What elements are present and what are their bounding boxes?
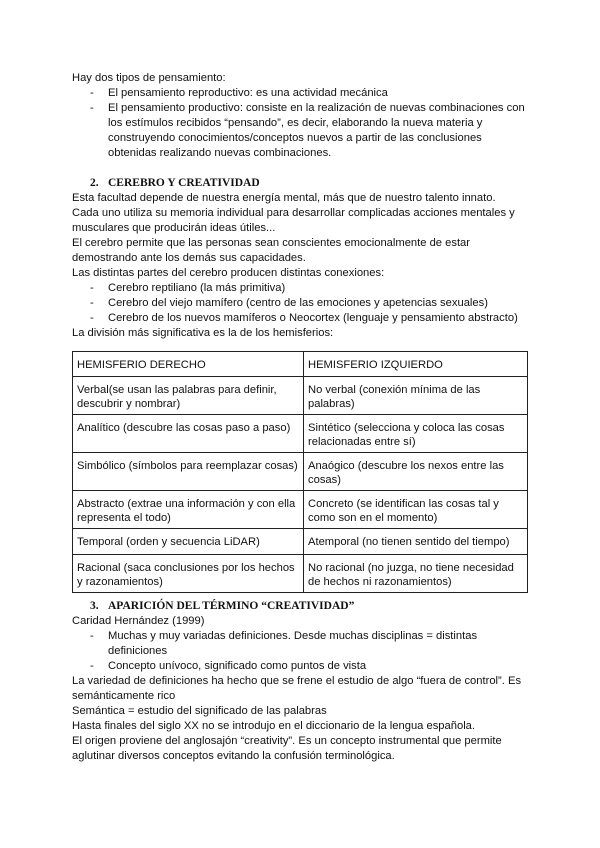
brain-parts-list <box>72 281 532 326</box>
table-cell: No racional (no juzga, no tiene necesidad de hechos ni razonamientos) <box>304 555 528 593</box>
header-cell: HEMISFERIO IZQUIERDO <box>304 352 528 377</box>
paragraph: Semántica = estudio del significado de las palabras <box>72 705 327 717</box>
section-heading-cerebro: 2. CEREBRO Y CREATIVIDAD <box>90 177 260 189</box>
table-cell: No verbal (conexión mínima de las palabras) <box>304 377 528 415</box>
section-heading-creatividad: 3. APARICIÓN DEL TÉRMINO “CREATIVIDAD” <box>90 600 355 612</box>
paragraph: La variedad de definiciones ha hecho que se frene el estudio de algo “fuera de control”. Es semánticamente rico <box>72 675 522 702</box>
table-cell: Sintético (selecciona y coloca las cosas relacionadas entre sí) <box>304 415 528 453</box>
list-item: - Cerebro de los nuevos mamíferos o Neocortex (lenguaje y pensamiento abstracto) <box>90 312 518 324</box>
paragraph: Las distintas partes del cerebro producen distintas conexiones: <box>72 267 385 279</box>
hemispheres-table <box>72 351 528 593</box>
paragraph: Hasta finales del siglo XX no se introdujo en el diccionario de la lengua española. <box>72 720 476 732</box>
table-cell: Analítico (descubre las cosas paso a paso) <box>73 415 304 453</box>
thinking-types-list <box>72 86 532 161</box>
table-row <box>73 555 528 593</box>
list-item: - El pensamiento reproductivo: es una actividad mecánica <box>90 87 388 99</box>
table-row <box>73 453 528 491</box>
paragraph: El cerebro permite que las personas sean conscientes emocionalmente de estar demostrando ante los demás sus capacidades. <box>72 237 470 264</box>
list-item: - Concepto unívoco, significado como puntos de vista <box>90 660 367 672</box>
paragraph: Esta facultad depende de nuestra energía mental, más que de nuestro talento innato. <box>72 192 496 204</box>
table-cell: Atemporal (no tienen sentido del tiempo) <box>304 529 528 555</box>
definitions-list <box>72 629 532 674</box>
table-cell: Simbólico (símbolos para reemplazar cosas) <box>73 453 304 491</box>
table-cell: Anaógico (descubre los nexos entre las cosas) <box>304 453 528 491</box>
paragraph: El origen proviene del anglosajón “creativity”. Es un concepto instrumental que permite aglutinar diversos conceptos evitando la confusión terminológica. <box>72 735 502 762</box>
intro-lead: Hay dos tipos de pensamiento: <box>72 72 226 84</box>
list-item: - Cerebro del viejo mamífero (centro de las emociones y apetencias sexuales) <box>90 297 488 309</box>
author-reference: Caridad Hernández (1999) <box>72 615 205 627</box>
table-cell: Temporal (orden y secuencia LiDAR) <box>73 529 304 555</box>
list-item: - Muchas y muy variadas definiciones. Desde muchas disciplinas = distintas definiciones <box>90 630 478 657</box>
paragraph: Cada uno utiliza su memoria individual para desarrollar complicadas acciones mentales y musculares que producirán ideas útiles... <box>72 207 515 234</box>
table-cell: Concreto (se identifican las cosas tal y como son en el momento) <box>304 491 528 529</box>
table-cell: Racional (saca conclusiones por los hechos y razonamientos) <box>73 555 304 593</box>
table-row <box>73 491 528 529</box>
table-row <box>73 415 528 453</box>
table-row <box>73 377 528 415</box>
table-cell: Abstracto (extrae una información y con ella representa el todo) <box>73 491 304 529</box>
list-item: - El pensamiento productivo: consiste en la realización de nuevas combinaciones con los estímulos recibidos “pensando”, es decir, elaborando la nueva materia y construyendo conocimientos/conceptos nuevos a partir de las conclusiones obtenidas realizando nuevas combinaciones. <box>90 102 525 159</box>
table-cell: Verbal(se usan las palabras para definir, descubrir y nombrar) <box>73 377 304 415</box>
table-header-row <box>73 352 528 377</box>
paragraph: La división más significativa es la de los hemisferios: <box>72 327 334 339</box>
list-item: - Cerebro reptiliano (la más primitiva) <box>90 282 286 294</box>
header-cell: HEMISFERIO DERECHO <box>73 352 304 377</box>
table-row <box>73 529 528 555</box>
